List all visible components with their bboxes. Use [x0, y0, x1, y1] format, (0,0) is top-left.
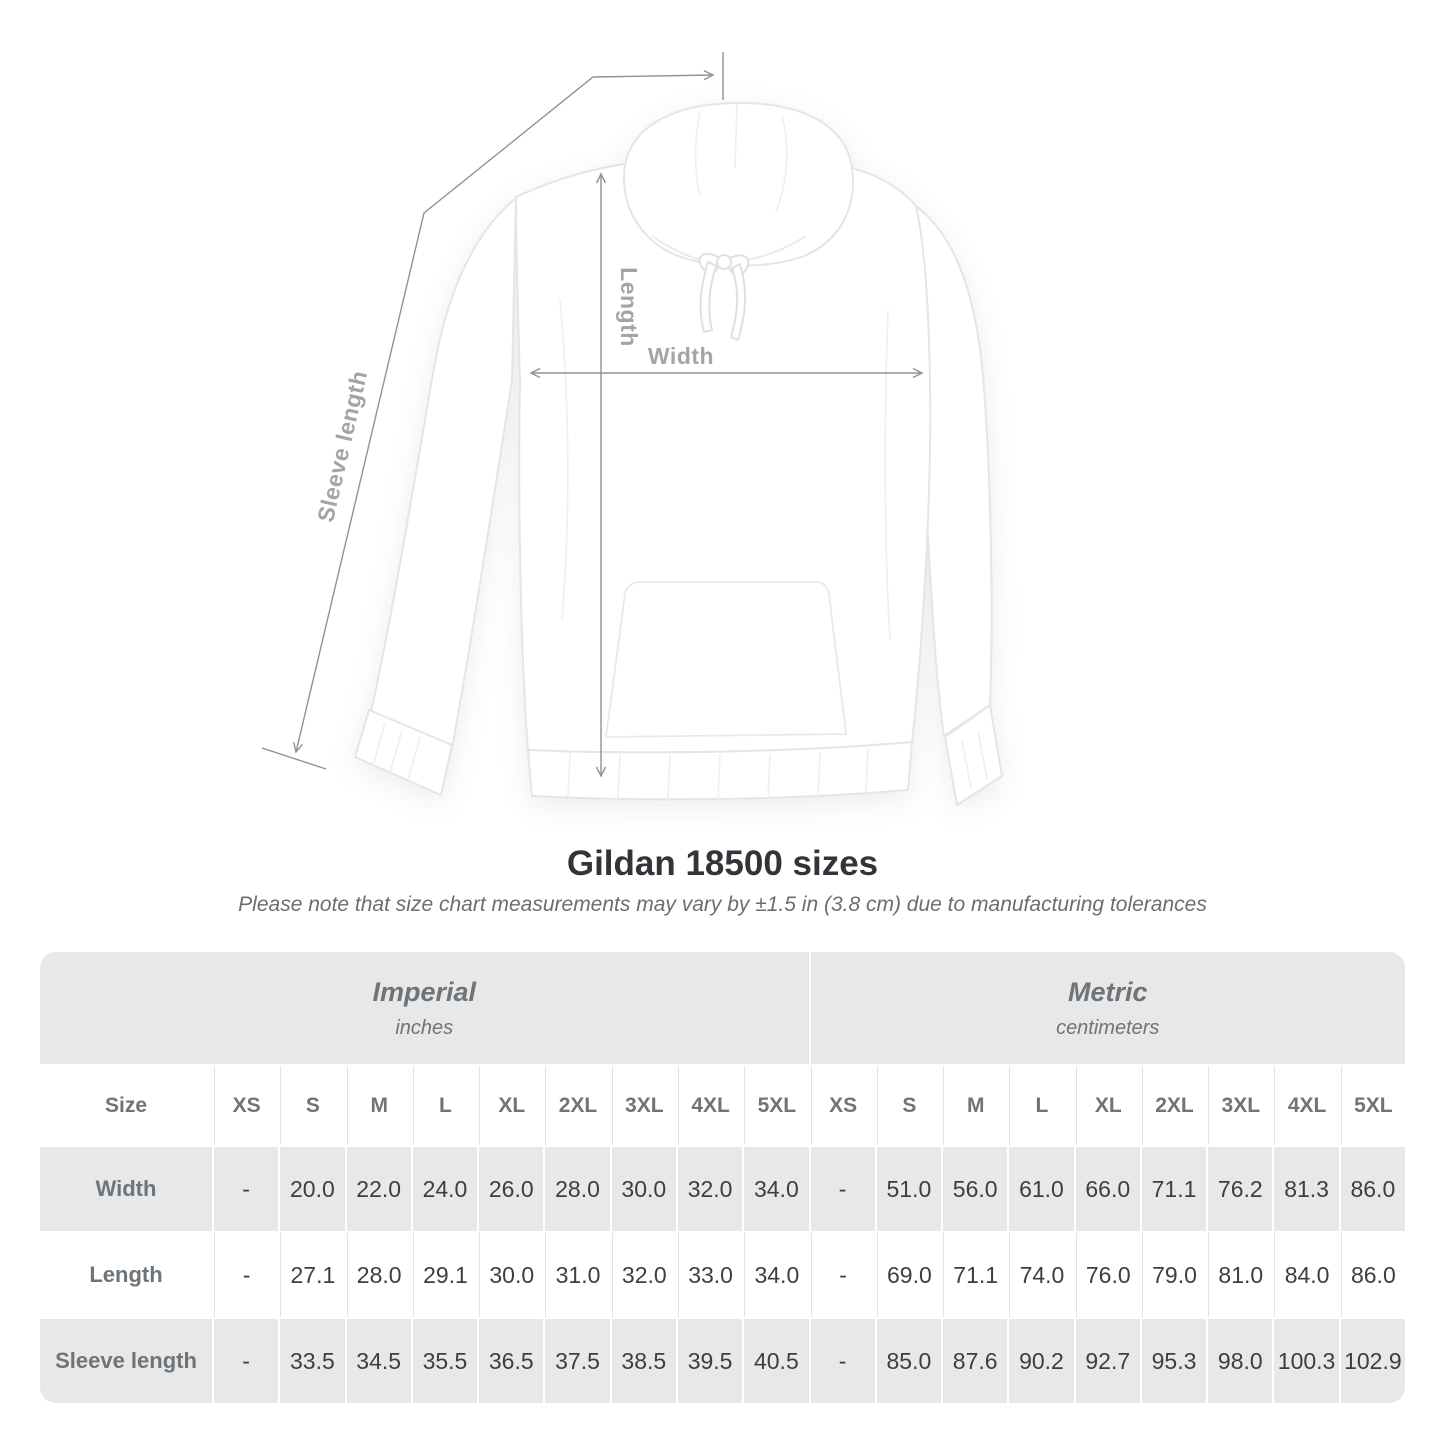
metric-header-title: Metric: [1067, 976, 1148, 1007]
value-cell: 86.0: [1341, 1147, 1405, 1231]
value-cell: 71.1: [943, 1233, 1007, 1317]
value-cell: 38.5: [612, 1319, 676, 1403]
size-header-metric: 3XL: [1208, 1066, 1272, 1145]
value-cell: 95.3: [1142, 1319, 1206, 1403]
value-cell: 98.0: [1208, 1319, 1272, 1403]
size-header-imperial: S: [280, 1066, 344, 1145]
value-cell: -: [811, 1319, 875, 1403]
size-header-imperial: M: [347, 1066, 411, 1145]
value-cell: 31.0: [545, 1233, 609, 1317]
value-cell: 24.0: [413, 1147, 477, 1231]
value-cell: 92.7: [1076, 1319, 1140, 1403]
page-title: Gildan 18500 sizes: [566, 844, 879, 883]
size-header-imperial: XS: [214, 1066, 278, 1145]
value-cell: 100.3: [1274, 1319, 1338, 1403]
value-cell: 22.0: [347, 1147, 411, 1231]
size-header-imperial: 3XL: [612, 1066, 676, 1145]
value-cell: 87.6: [943, 1319, 1007, 1403]
size-header-imperial: 5XL: [744, 1066, 808, 1145]
metric-header-unit: centimeters: [1056, 1016, 1160, 1039]
value-cell: 27.1: [280, 1233, 344, 1317]
size-header-imperial: 2XL: [545, 1066, 609, 1145]
value-cell: 20.0: [280, 1147, 344, 1231]
sleeve-length-label: Sleeve length: [312, 367, 373, 525]
size-header-imperial: L: [413, 1066, 477, 1145]
value-cell: 39.5: [678, 1319, 742, 1403]
value-cell: 84.0: [1274, 1233, 1338, 1317]
size-header-metric: 4XL: [1274, 1066, 1338, 1145]
value-cell: 71.1: [1142, 1147, 1206, 1231]
value-cell: 76.0: [1076, 1233, 1140, 1317]
value-cell: 34.0: [744, 1147, 808, 1231]
row-label-length: Length: [40, 1233, 212, 1317]
value-cell: 81.0: [1208, 1233, 1272, 1317]
value-cell: 28.0: [545, 1147, 609, 1231]
hoodie-left-sleeve: [371, 198, 516, 748]
value-cell: 90.2: [1009, 1319, 1073, 1403]
value-cell: -: [214, 1147, 278, 1231]
size-header-metric: 5XL: [1341, 1066, 1405, 1145]
value-cell: 26.0: [479, 1147, 543, 1231]
imperial-header-unit: inches: [395, 1016, 454, 1039]
size-header-metric: M: [943, 1066, 1007, 1145]
length-label: Length: [616, 267, 642, 347]
hoodie-pocket: [606, 582, 846, 737]
value-cell: 37.5: [545, 1319, 609, 1403]
size-header-metric: XS: [811, 1066, 875, 1145]
value-cell: 61.0: [1009, 1147, 1073, 1231]
value-cell: 30.0: [479, 1233, 543, 1317]
value-cell: 86.0: [1341, 1233, 1405, 1317]
imperial-header-title: Imperial: [372, 976, 477, 1007]
value-cell: 34.0: [744, 1233, 808, 1317]
value-cell: 33.0: [678, 1233, 742, 1317]
value-cell: 28.0: [347, 1233, 411, 1317]
size-header-metric: XL: [1076, 1066, 1140, 1145]
value-cell: 66.0: [1076, 1147, 1140, 1231]
value-cell: 36.5: [479, 1319, 543, 1403]
hoodie-illustration: [355, 103, 1002, 805]
value-cell: 85.0: [877, 1319, 941, 1403]
value-cell: -: [811, 1233, 875, 1317]
value-cell: 32.0: [678, 1147, 742, 1231]
row-label-sleeve-length: Sleeve length: [40, 1319, 212, 1403]
sleeve-length-end-tick: [262, 748, 326, 769]
value-cell: 30.0: [612, 1147, 676, 1231]
value-cell: 51.0: [877, 1147, 941, 1231]
value-cell: 76.2: [1208, 1147, 1272, 1231]
size-header-metric: L: [1009, 1066, 1073, 1145]
size-column-header: Size: [40, 1066, 212, 1145]
width-label: Width: [647, 343, 715, 369]
value-cell: 69.0: [877, 1233, 941, 1317]
value-cell: 32.0: [612, 1233, 676, 1317]
value-cell: 29.1: [413, 1233, 477, 1317]
value-cell: 56.0: [943, 1147, 1007, 1231]
size-chart-table: [40, 952, 1405, 1403]
size-header-imperial: XL: [479, 1066, 543, 1145]
value-cell: 102.9: [1341, 1319, 1405, 1403]
size-header-metric: S: [877, 1066, 941, 1145]
value-cell: 34.5: [347, 1319, 411, 1403]
value-cell: 74.0: [1009, 1233, 1073, 1317]
value-cell: -: [811, 1147, 875, 1231]
value-cell: 40.5: [744, 1319, 808, 1403]
value-cell: -: [214, 1233, 278, 1317]
value-cell: -: [214, 1319, 278, 1403]
imperial-header-block: [40, 952, 809, 1064]
value-cell: 33.5: [280, 1319, 344, 1403]
value-cell: 35.5: [413, 1319, 477, 1403]
size-tolerance-note: Please note that size chart measurements may vary by ±1.5 in (3.8 cm) due to manufacturing tolerances: [238, 893, 1207, 916]
value-cell: 79.0: [1142, 1233, 1206, 1317]
value-cell: 81.3: [1274, 1147, 1338, 1231]
size-header-imperial: 4XL: [678, 1066, 742, 1145]
row-label-width: Width: [40, 1147, 212, 1231]
size-header-metric: 2XL: [1142, 1066, 1206, 1145]
metric-header-block: [811, 952, 1406, 1064]
